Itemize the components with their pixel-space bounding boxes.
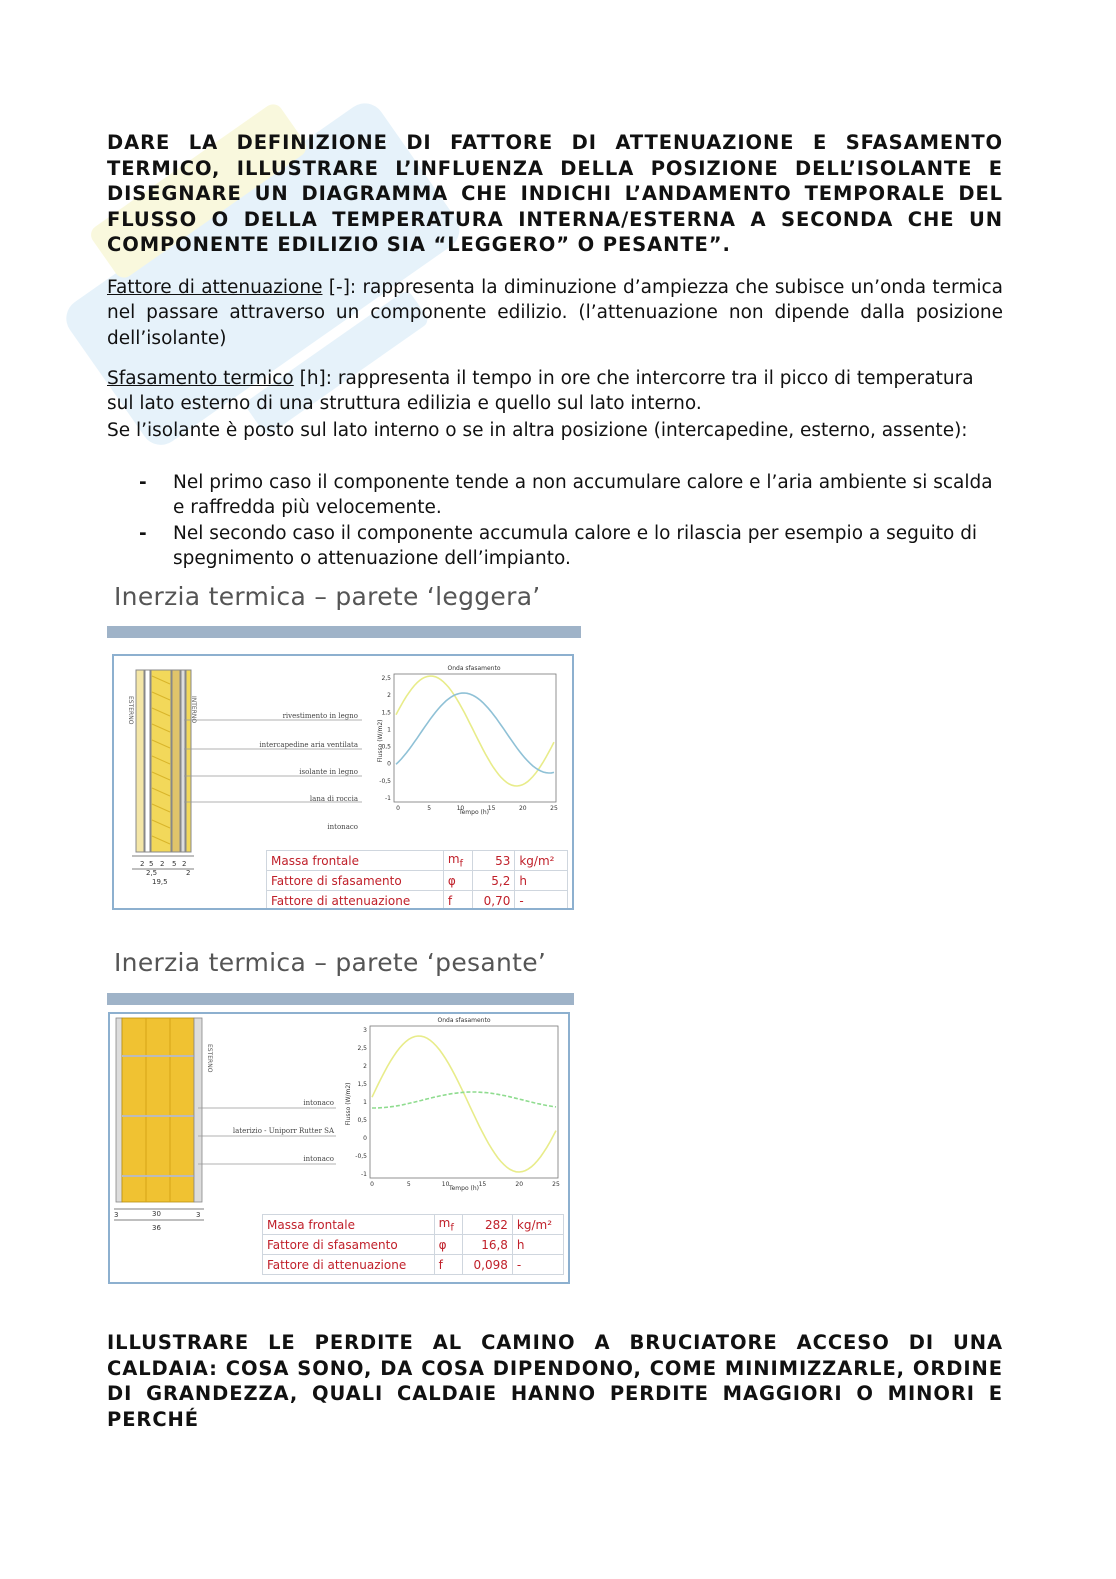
prop-symbol: φ xyxy=(443,871,472,891)
side-label-exterior: ESTERNO xyxy=(127,696,134,725)
external-temperature-wave xyxy=(372,1036,556,1172)
slide-title-light-wall: Inerzia termica – parete ‘leggera’ xyxy=(114,582,541,611)
prop-symbol: f xyxy=(434,1255,462,1275)
question-heading-2: ILLUSTRARE LE PERDITE AL CAMINO A BRUCIATORE ACCESO DI UNA CALDAIA: COSA SONO, DA COSA DIPENDONO, COME MINIMIZZARLE, ORDINE DI GRANDEZZA, QUALI CALDAIE HANNO PERDITE MAGGIORI O MINORI E PERCHÉ xyxy=(107,1331,1003,1431)
y-tick-label: 2,5 xyxy=(381,675,391,682)
dim-label: 2 xyxy=(182,860,187,868)
x-tick-label: 10 xyxy=(441,1181,450,1188)
layer-plaster-ext xyxy=(116,1018,122,1202)
x-tick-label: 20 xyxy=(515,1181,524,1188)
prop-value: 53 xyxy=(472,851,515,871)
x-tick-label: 25 xyxy=(550,805,558,812)
layer-cladding xyxy=(136,670,144,852)
y-tick-label: 2 xyxy=(363,1063,367,1070)
chart-ylabel: Flusso (W/m2) xyxy=(377,719,384,763)
properties-table-heavy xyxy=(262,1214,564,1275)
dim-label: 2 xyxy=(140,860,145,868)
dim-label: 5 xyxy=(149,860,154,868)
dim-label: 3 xyxy=(196,1211,201,1219)
prop-symbol: f xyxy=(443,891,472,911)
y-tick-label: 1 xyxy=(387,726,391,734)
external-temperature-wave xyxy=(396,676,554,786)
term-phase-shift: Sfasamento termico xyxy=(107,368,294,389)
chart-frame xyxy=(394,674,556,802)
y-tick-label: 0,5 xyxy=(357,1117,367,1124)
y-tick-label: 2,5 xyxy=(357,1045,367,1052)
x-tick-label: 0 xyxy=(370,1181,374,1188)
x-tick-label: 5 xyxy=(427,805,432,812)
prop-unit: h xyxy=(515,871,568,891)
x-tick-label: 0 xyxy=(396,805,400,812)
prop-unit: - xyxy=(515,891,568,911)
side-label-interior: INTERNO xyxy=(190,696,197,724)
layer-label: intercapedine aria ventilata xyxy=(259,741,358,749)
prop-label: Fattore di attenuazione xyxy=(263,1255,435,1275)
bullet-text-2: Nel secondo caso il componente accumula calore e lo rilascia per esempio a seguito di spegnimento o attenuazione dell’impianto. xyxy=(173,523,978,570)
prop-label: Fattore di attenuazione xyxy=(267,891,444,911)
y-tick-label: 0 xyxy=(363,1135,367,1142)
slide-light-wall xyxy=(112,654,574,910)
y-tick-label: -1 xyxy=(385,795,391,802)
y-tick-label: 0 xyxy=(387,760,391,768)
layer-label: intonaco xyxy=(303,1099,334,1107)
dim-label: 2 xyxy=(160,860,165,868)
layer-brick xyxy=(122,1018,194,1202)
layer-label: lana di roccia xyxy=(309,795,358,803)
dim-label: 30 xyxy=(152,1210,161,1218)
prop-unit: - xyxy=(512,1255,563,1275)
prop-label: Fattore di sfasamento xyxy=(263,1235,435,1255)
x-tick-label: 20 xyxy=(518,805,527,812)
table-row xyxy=(267,891,568,911)
definition-phase-shift-text: [h]: rappresenta il tempo in ore che intercorre tra il picco di temperatura sul lato esterno di una struttura edilizia e quello sul lato interno. xyxy=(107,368,974,415)
y-tick-label: -0,5 xyxy=(355,1153,367,1160)
chart-xlabel: Tempo (h) xyxy=(448,1185,480,1192)
layer-label: isolante in legno xyxy=(299,768,358,776)
prop-value: 0,098 xyxy=(462,1255,512,1275)
x-tick-label: 10 xyxy=(456,805,465,812)
prop-symbol: $m_f$ xyxy=(443,851,472,871)
prop-value: 0,70 xyxy=(472,891,515,911)
bullet-text-1: Nel primo caso il componente tende a non accumulare calore e l’aria ambiente si scalda e raffredda più velocemente. xyxy=(173,472,993,519)
x-tick-label: 25 xyxy=(552,1181,560,1188)
bullet-dash: - xyxy=(139,523,147,544)
side-label-exterior: ESTERNO xyxy=(206,1044,213,1073)
question-heading-1: DARE LA DEFINIZIONE DI FATTORE DI ATTENUAZIONE E SFASAMENTO TERMICO, ILLUSTRARE L’INFLUENZA DELLA POSIZIONE DELL’ISOLANTE E DISEGNARE UN DIAGRAMMA CHE INDICHI L’ANDAMENTO TEMPORALE DEL FLUSSO O DELLA TEMPERATURA INTERNA/ESTERNA A SECONDA CHE UN COMPONENTE EDILIZIO SIA “LEGGERO” O PESANTE”. xyxy=(107,131,1003,257)
layer-air-gap xyxy=(145,670,150,852)
y-tick-label: 3 xyxy=(363,1027,367,1034)
y-tick-label: 0,5 xyxy=(381,743,391,751)
x-tick-label: 15 xyxy=(478,1181,487,1188)
y-tick-label: -0,5 xyxy=(379,777,391,785)
definition-attenuation-text: [-]: rappresenta la diminuzione d’ampiezza che subisce un’onda termica nel passare attraverso un componente edilizio. (l’attenuazione non dipende dalla posizione dell’isolante) xyxy=(107,277,1003,349)
prop-unit: kg/m² xyxy=(512,1215,563,1235)
table-row xyxy=(267,871,568,891)
chart-title: Onda sfasamento xyxy=(447,665,501,672)
bullet-dash: - xyxy=(139,472,147,493)
layer-plaster-int xyxy=(194,1018,202,1202)
dim-label: 5 xyxy=(172,860,177,868)
y-tick-label: 2 xyxy=(387,692,391,700)
y-tick-label: 1 xyxy=(363,1099,367,1106)
slide-title-bar xyxy=(107,626,581,638)
chart-title: Onda sfasamento xyxy=(437,1017,491,1024)
properties-table-light xyxy=(266,850,568,910)
layer-rock-wool xyxy=(172,670,180,852)
prop-unit: h xyxy=(512,1235,563,1255)
table-row xyxy=(263,1215,564,1235)
dim-label: 3 xyxy=(114,1211,119,1219)
layer-label: laterizio - Uniporr Rutter SA xyxy=(232,1127,334,1135)
prop-label: Massa frontale xyxy=(267,851,444,871)
y-tick-label: -1 xyxy=(361,1171,367,1178)
chart-xlabel: Tempo (h) xyxy=(458,809,490,816)
slide-title-heavy-wall: Inerzia termica – parete ‘pesante’ xyxy=(114,948,547,977)
definition-phase-shift xyxy=(107,366,1003,417)
insulation-position-text: Se l’isolante è posto sul lato interno o se in altra posizione (intercapedine, esterno, assente): xyxy=(107,420,968,441)
y-tick-label: 1,5 xyxy=(357,1081,367,1088)
layer-plaster xyxy=(181,670,185,852)
prop-value: 16,8 xyxy=(462,1235,512,1255)
slide-heavy-wall xyxy=(108,1012,570,1284)
prop-unit: kg/m² xyxy=(515,851,568,871)
prop-label: Massa frontale xyxy=(263,1215,435,1235)
y-tick-label: 1,5 xyxy=(381,709,391,717)
dim-label: 2 xyxy=(186,869,191,877)
prop-value: 5,2 xyxy=(472,871,515,891)
prop-symbol: $m_f$ xyxy=(434,1215,462,1235)
chart-ylabel: Flusso (W/m2) xyxy=(345,1082,352,1126)
prop-label: Fattore di sfasamento xyxy=(267,871,444,891)
table-row xyxy=(263,1235,564,1255)
definition-attenuation xyxy=(107,275,1003,351)
dim-label: 19,5 xyxy=(152,878,168,886)
prop-value: 282 xyxy=(462,1215,512,1235)
dim-label: 36 xyxy=(152,1224,161,1232)
table-row xyxy=(263,1255,564,1275)
x-tick-label: 15 xyxy=(487,805,496,812)
table-row xyxy=(267,851,568,871)
dim-label: 2,5 xyxy=(146,869,158,877)
slide-title-bar xyxy=(107,993,574,1005)
x-tick-label: 5 xyxy=(406,1181,411,1188)
layer-label: intonaco xyxy=(327,823,358,831)
term-attenuation: Fattore di attenuazione xyxy=(107,277,323,298)
layer-label: rivestimento in legno xyxy=(282,712,358,720)
layer-wood-insulation xyxy=(151,670,171,852)
layer-label: intonaco xyxy=(303,1155,334,1163)
prop-symbol: φ xyxy=(434,1235,462,1255)
chart-yticks xyxy=(355,1027,367,1178)
